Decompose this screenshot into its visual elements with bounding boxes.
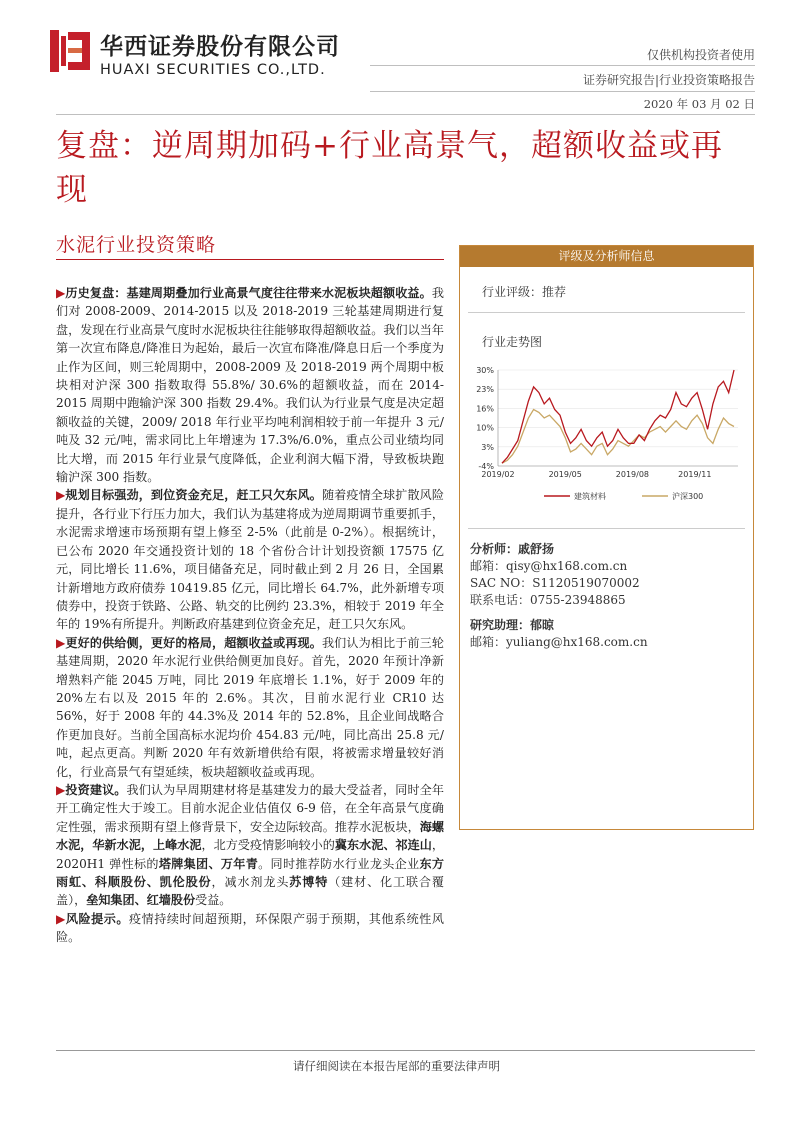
trend-chart-title: 行业走势图	[482, 335, 543, 349]
assistant-name: 郁晾	[530, 618, 555, 632]
company-name	[100, 28, 340, 78]
legend-label: 沪深300	[672, 492, 704, 501]
x-tick-label: 2019/05	[548, 470, 582, 479]
assistant-email[interactable]: 邮箱：yuliang@hx168.com.cn	[470, 635, 648, 649]
assistant-name-row	[470, 617, 648, 634]
y-tick-label: -4%	[478, 462, 494, 471]
section-history	[56, 284, 444, 486]
y-tick-label: 23%	[476, 385, 494, 395]
assistant-label: 研究助理：	[470, 618, 531, 632]
rating-label: 行业评级：	[482, 285, 543, 299]
section-lead: 历史复盘：基建周期叠加行业高景气度往往带来水泥板块超额收益。	[65, 286, 432, 300]
report-date: 2020 年 03 月 02 日	[643, 97, 755, 111]
audience-note: 仅供机构投资者使用	[646, 48, 755, 62]
section-plan	[56, 486, 444, 633]
subtitle-underline	[56, 259, 444, 260]
x-tick-label: 2019/11	[678, 470, 712, 479]
stock-name: 冀东水泥、祁连山	[334, 838, 432, 853]
bullet-arrow-icon: ▶	[56, 911, 66, 926]
x-tick-label: 2019/02	[481, 470, 515, 479]
section-lead: 投资建议。	[65, 782, 127, 797]
industry-rating	[482, 283, 566, 300]
stock-name: 塔牌集团、万年青	[158, 856, 259, 871]
header-rule-2	[370, 91, 755, 92]
section-text: 受益。	[195, 893, 232, 908]
section-text: 我们认为相比于前三轮基建周期，2020 年水泥行业供给侧更加良好。首先，2020 年预计净新增熟料产能 2045 万吨，同比 2019 年底增长 1.1%，好于 2009 年的 20%左右以及 2015 年的 2.6%。其次，目前水泥行业 CR10 达 56%，好于 2008 年的 44.3%及 2014 年的 52.8%，且企业间战略合作更加良好。当前全国高标水泥均价 454.83 元/吨，同比高出 25.8 元/吨，起点更高。判断 2020 年有效新增供给有限，将被需求增量较好消化，行业高景气有望延续，板块超额收益或再现。	[56, 635, 444, 779]
assistant-info	[470, 617, 648, 651]
y-tick-label: 30%	[476, 366, 494, 375]
panel-divider	[468, 312, 745, 313]
header-rule	[370, 65, 755, 66]
bullet-arrow-icon: ▶	[56, 286, 66, 300]
legal-notice: 请仔细阅读在本报告尾部的重要法律声明	[293, 1059, 500, 1073]
rating-value: 推荐	[542, 285, 567, 299]
section-lead: 风险提示。	[65, 911, 129, 926]
y-tick-label: 3%	[481, 442, 494, 452]
report-subtitle: 水泥行业投资策略	[56, 234, 217, 256]
footer-rule	[56, 1050, 755, 1051]
report-title: 复盘：逆周期加码+行业高景气，超额收益或再现	[56, 128, 723, 208]
section-text: ，2020H1 弹性标的	[56, 838, 444, 871]
series-line-building-materials	[502, 370, 734, 463]
company-name-en: HUAXI SECURITIES CO.,LTD.	[100, 62, 326, 78]
bullet-arrow-icon: ▶	[56, 635, 66, 650]
section-lead: 规划目标强劲，到位资金充足，赶工只欠东风。	[65, 488, 322, 503]
bullet-arrow-icon: ▶	[56, 782, 66, 797]
section-text: 我们认为早周期建材将是基建发力的最大受益者，同时全年开工确定性大于竣工。目前水泥企业估值仅 6-9 倍，在全年高景气度确定性强，需求预期有望上修背景下，安全边际较高。推荐水泥板块，	[56, 782, 444, 834]
section-text: ，减水剂龙头	[211, 875, 290, 889]
report-category: 证券研究报告|行业投资策略报告	[582, 73, 755, 87]
section-advice	[56, 781, 444, 910]
section-text: （建材、化工联合覆盖），	[56, 875, 444, 908]
analyst-label: 分析师：	[470, 542, 519, 556]
rating-analyst-panel	[459, 245, 754, 830]
stock-name: 垒知集团、红墙股份	[86, 893, 196, 908]
huaxi-logo-icon	[50, 28, 92, 74]
panel-header: 评级及分析师信息	[460, 246, 753, 267]
section-risk	[56, 910, 444, 947]
analyst-sac: SAC NO：S1120519070002	[470, 576, 640, 590]
bullet-arrow-icon: ▶	[56, 488, 66, 503]
company-name-cn: 华西证券股份有限公司	[100, 34, 340, 60]
section-text: 疫情持续时间超预期，环保限产弱于预期，其他系统性风险。	[56, 911, 444, 945]
section-supply	[56, 634, 444, 781]
industry-trend-chart	[462, 360, 750, 518]
section-text: ，北方受疫情影响较小的	[201, 838, 335, 853]
section-text: 随着疫情全球扩散风险提升，各行业下行压力加大，我们认为基建将成为逆周期调节重要抓手，水泥需求增速市场预期有望上修至 2-5%（此前是 0-2%）。根据统计，已公布 2020 年交通投资计划的 18 个省份合计计划投资额 17575 亿元，同比增长 11.6%，项目储备充足，同时截止到 2 月 26 日，全国累计新增地方政府债券 10419.85 亿元，同比增长 64.7%，此外新增专项债券中，投资于铁路、公路、轨交的比例约 23.3%，相较于 2019 年全年的 19%有所提升。判断政府基建到位资金充足，赶工只欠东风。	[56, 488, 444, 632]
section-text: 我们对 2008-2009、2014-2015 以及 2018-2019 三轮基建周期进行复盘，发现在行业高景气度时水泥板块往往能够取得超额收益。我们以当年第一次宣布降息/降准日为起始，最后一次宣布降准/降息日后一个季度为止作为区间，则三轮周期中，2008-2009 及 2018-2019 两个周期中板块相对沪深 300 指数取得 55.8%/ 30.6%的超额收益，而在 2014-2015 周期中跑输沪深 300 指数 29.4%。我们认为行业景气度是决定超额收益的关键，2009/ 2018 年行业平均吨利润相较于前一年提升 3 元/吨及 32 元/吨，需求同比上年增速为 17.3%/6.0%，重点公司业绩均同比大增，而 2015 年行业景气度降低，企业利润大幅下滑，导致板块跑输沪深 300 指数。	[56, 286, 444, 485]
y-tick-label: 10%	[476, 423, 494, 433]
analyst-name: 戚舒扬	[518, 542, 555, 556]
analyst-phone: 联系电话：0755-23948865	[470, 593, 626, 607]
analyst-email[interactable]: 邮箱：qisy@hx168.com.cn	[470, 559, 628, 573]
company-logo	[50, 28, 92, 74]
main-text	[56, 284, 444, 947]
legend-label: 建筑材料	[574, 492, 606, 501]
header-rule-3	[56, 114, 755, 115]
stock-name: 东方雨虹、科顺股份、凯伦股份	[56, 856, 444, 889]
stock-name: 海螺水泥，华新水泥，上峰水泥	[56, 819, 444, 853]
analyst-info	[470, 541, 640, 609]
panel-divider	[468, 528, 745, 529]
section-text: 。同时推荐防水行业龙头企业	[258, 856, 420, 871]
x-tick-label: 2019/08	[615, 470, 650, 479]
series-line-csi300	[502, 410, 734, 464]
analyst-name-row	[470, 541, 640, 558]
y-tick-label: 16%	[476, 404, 494, 414]
section-lead: 更好的供给侧，更好的格局，超额收益或再现。	[65, 635, 322, 650]
stock-name: 苏博特	[289, 875, 329, 889]
